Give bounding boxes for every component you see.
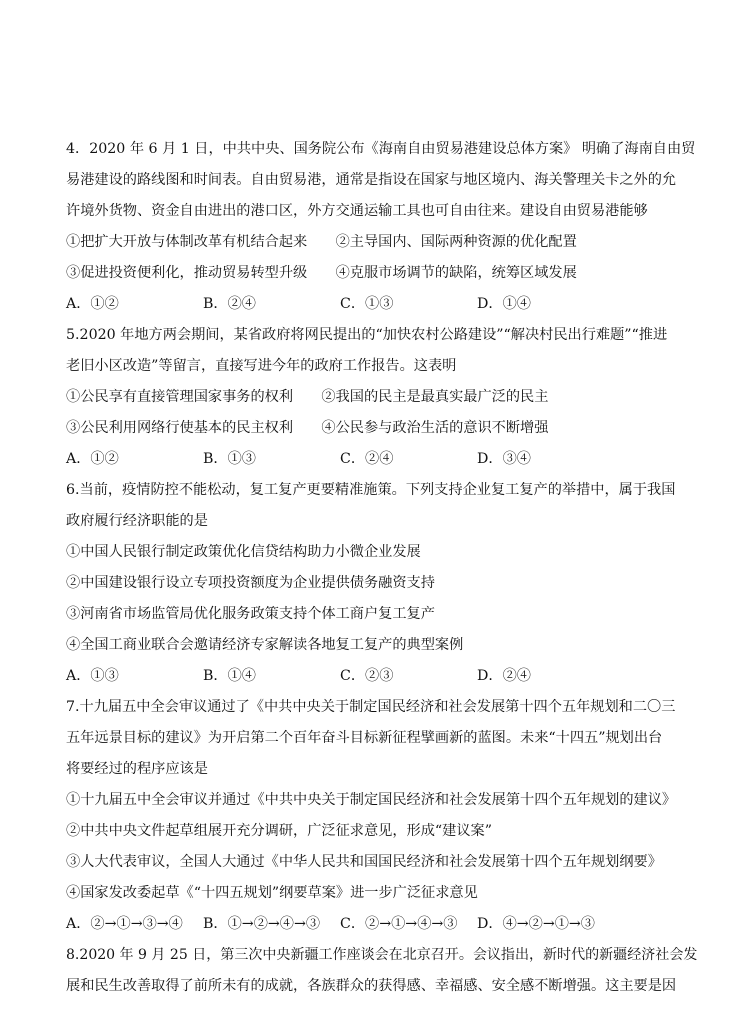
q5-stem-line-1: 5.2020 年地方两会期间，某省政府将网民提出的“加快农村公路建设”“解决村民出行难题”“推进 (66, 327, 668, 343)
q7-item-line-2: ②中共中央文件起草组展开充分调研，广泛征求意见，形成“建议案” (66, 823, 492, 839)
q6-item-line-4: ④全国工商业联合会邀请经济专家解读各地复工复产的典型案例 (66, 637, 464, 653)
q4-item-line-2: ③促进投资便利化，推动贸易转型升级 ④克服市场调节的缺陷，统筹区域发展 (66, 265, 577, 281)
q4-stem-line-1: 4．2020 年 6 月 1 日，中共中央、国务院公布《海南自由贸易港建设总体方案》 明确了海南自由贸 (66, 141, 696, 157)
q7-item-line-1: ①十九届五中全会审议并通过《中共中央关于制定国民经济和社会发展第十四个五年规划的建议》 (66, 792, 677, 808)
q6-item-line-3: ③河南省市场监管局优化服务政策支持个体工商户复工复产 (66, 606, 435, 622)
q7-item-line-4: ④国家发改委起草《“十四五规划”纲要草案》进一步广泛征求意见 (66, 885, 478, 901)
q7-option-a[interactable]: A．②→①→③→④ (66, 916, 183, 932)
q7-stem-line-1: 7.十九届五中全会审议通过了《中共中央关于制定国民经济和社会发展第十四个五年规划和二〇三 (66, 699, 676, 715)
q4-options (66, 294, 676, 314)
q4-option-a[interactable]: A．①② (66, 296, 119, 312)
q6-option-c[interactable]: C．②③ (340, 668, 394, 684)
q6-item-line-1: ①中国人民银行制定政策优化信贷结构助力小微企业发展 (66, 544, 421, 560)
q5-option-a[interactable]: A．①② (66, 451, 119, 467)
q7-option-c[interactable]: C．②→①→④→③ (340, 916, 458, 932)
q6-stem-line-1: 6.当前，疫情防控不能松动，复工复产更要精准施策。下列支持企业复工复产的举措中，属于我国 (66, 482, 676, 498)
q6-option-a[interactable]: A．①③ (66, 668, 119, 684)
q4-option-c[interactable]: C．①③ (340, 296, 394, 312)
q7-option-b[interactable]: B．①→②→④→③ (203, 916, 321, 932)
q7-option-d[interactable]: D．④→②→①→③ (477, 916, 595, 932)
q5-stem-line-2: 老旧小区改造”等留言，直接写进今年的政府工作报告。这表明 (66, 358, 457, 374)
q5-item-line-1: ①公民享有直接管理国家事务的权利 ②我国的民主是最真实最广泛的民主 (66, 389, 549, 405)
q6-options (66, 666, 676, 686)
q5-options (66, 449, 676, 469)
q7-options (66, 914, 676, 934)
q4-item-line-1: ①把扩大开放与体制改革有机结合起来 ②主导国内、国际两种资源的优化配置 (66, 234, 577, 250)
q7-item-line-3: ③人大代表审议，全国人大通过《中华人民共和国国民经济和社会发展第十四个五年规划纲要》 (66, 854, 662, 870)
q6-option-d[interactable]: D．②④ (477, 668, 531, 684)
q4-stem-line-3: 许境外货物、资金自由进出的港口区，外方交通运输工具也可自由往来。建设自由贸易港能够 (66, 203, 648, 219)
q5-option-d[interactable]: D．③④ (477, 451, 531, 467)
q5-item-line-2: ③公民利用网络行使基本的民主权利 ④公民参与政治生活的意识不断增强 (66, 420, 549, 436)
q4-option-d[interactable]: D．①④ (477, 296, 531, 312)
q6-item-line-2: ②中国建设银行设立专项投资额度为企业提供债务融资支持 (66, 575, 435, 591)
q8-stem-line-1: 8.2020 年 9 月 25 日，第三次中央新疆工作座谈会在北京召开。会议指出，新时代的新疆经济社会发 (66, 947, 698, 963)
q4-option-b[interactable]: B．②④ (203, 296, 256, 312)
q8-stem-line-2: 展和民生改善取得了前所未有的成就，各族群众的获得感、幸福感、安全感不断增强。这主要是因 (66, 978, 677, 994)
q7-stem-line-2: 五年远景目标的建议》为开启第二个百年奋斗目标新征程擘画新的蓝图。未来“十四五”规划出台 (66, 730, 663, 746)
q6-stem-line-2: 政府履行经济职能的是 (66, 513, 208, 529)
q4-stem-line-2: 易港建设的路线图和时间表。自由贸易港，通常是指设在国家与地区境内、海关警理关卡之外的允 (66, 172, 677, 188)
q5-option-c[interactable]: C．②④ (340, 451, 394, 467)
q6-option-b[interactable]: B．①④ (203, 668, 256, 684)
q5-option-b[interactable]: B．①③ (203, 451, 256, 467)
q7-stem-line-3: 将要经过的程序应该是 (66, 761, 208, 777)
